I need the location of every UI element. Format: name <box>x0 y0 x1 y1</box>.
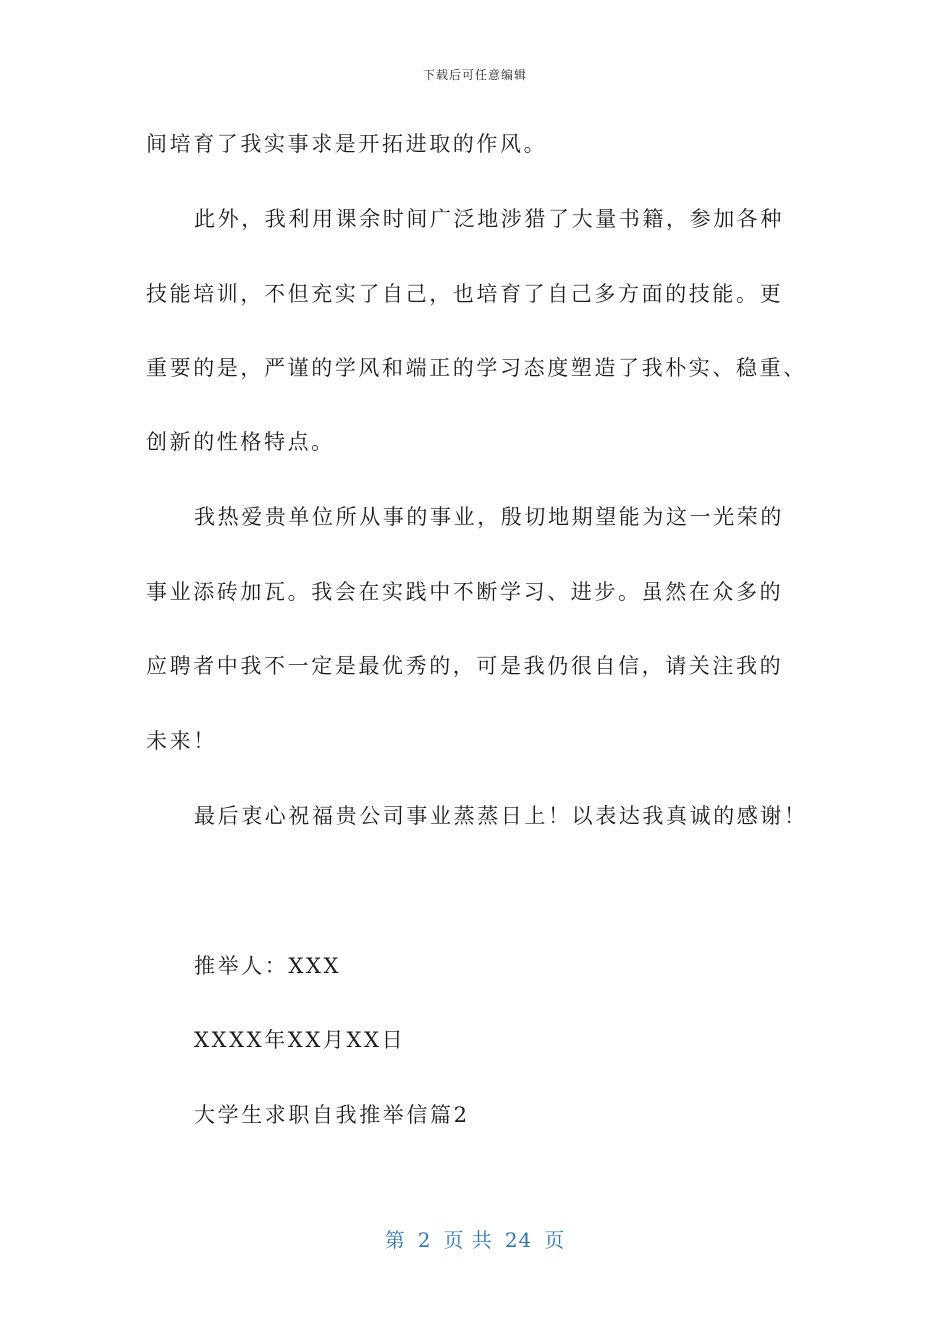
paragraph-line: 我热爱贵单位所从事的事业，殷切地期望能为这一光荣的 <box>194 505 784 529</box>
paragraph-line: 最后衷心祝福贵公司事业蒸蒸日上！以表达我真诚的感谢！ <box>194 804 808 828</box>
paragraph-line: 事业添砖加瓦。我会在实践中不断学习、进步。虽然在众多的 <box>146 580 784 604</box>
footer-middle: 页 共 <box>443 1228 493 1252</box>
footer-prefix: 第 <box>384 1228 406 1252</box>
paragraph-line: 重要的是，严谨的学风和端正的学习态度塑造了我朴实、稳重、 <box>146 356 807 380</box>
footer-page-number: 2 <box>417 1228 432 1252</box>
signature-recommender: 推举人：XXX <box>194 954 342 978</box>
page-footer <box>0 1224 950 1253</box>
paragraph-line: 此外，我利用课余时间广泛地涉猎了大量书籍，参加各种 <box>194 207 784 231</box>
paragraph-line: 技能培训，不但充实了自己，也培育了自己多方面的技能。更 <box>146 282 784 306</box>
signature-date: XXXX年XX月XX日 <box>194 1028 406 1052</box>
paragraph-line: 创新的性格特点。 <box>146 430 335 454</box>
paragraph-line: 间培育了我实事求是开拓进取的作风。 <box>146 132 548 156</box>
paragraph-line: 未来！ <box>146 729 217 753</box>
page-header: 下载后可任意编辑 <box>422 68 527 82</box>
footer-total-pages: 24 <box>504 1228 533 1252</box>
paragraph-line: 应聘者中我不一定是最优秀的，可是我仍很自信，请关注我的 <box>146 654 784 678</box>
footer-suffix: 页 <box>544 1228 566 1252</box>
section-heading: 大学生求职自我推举信篇2 <box>194 1103 470 1127</box>
